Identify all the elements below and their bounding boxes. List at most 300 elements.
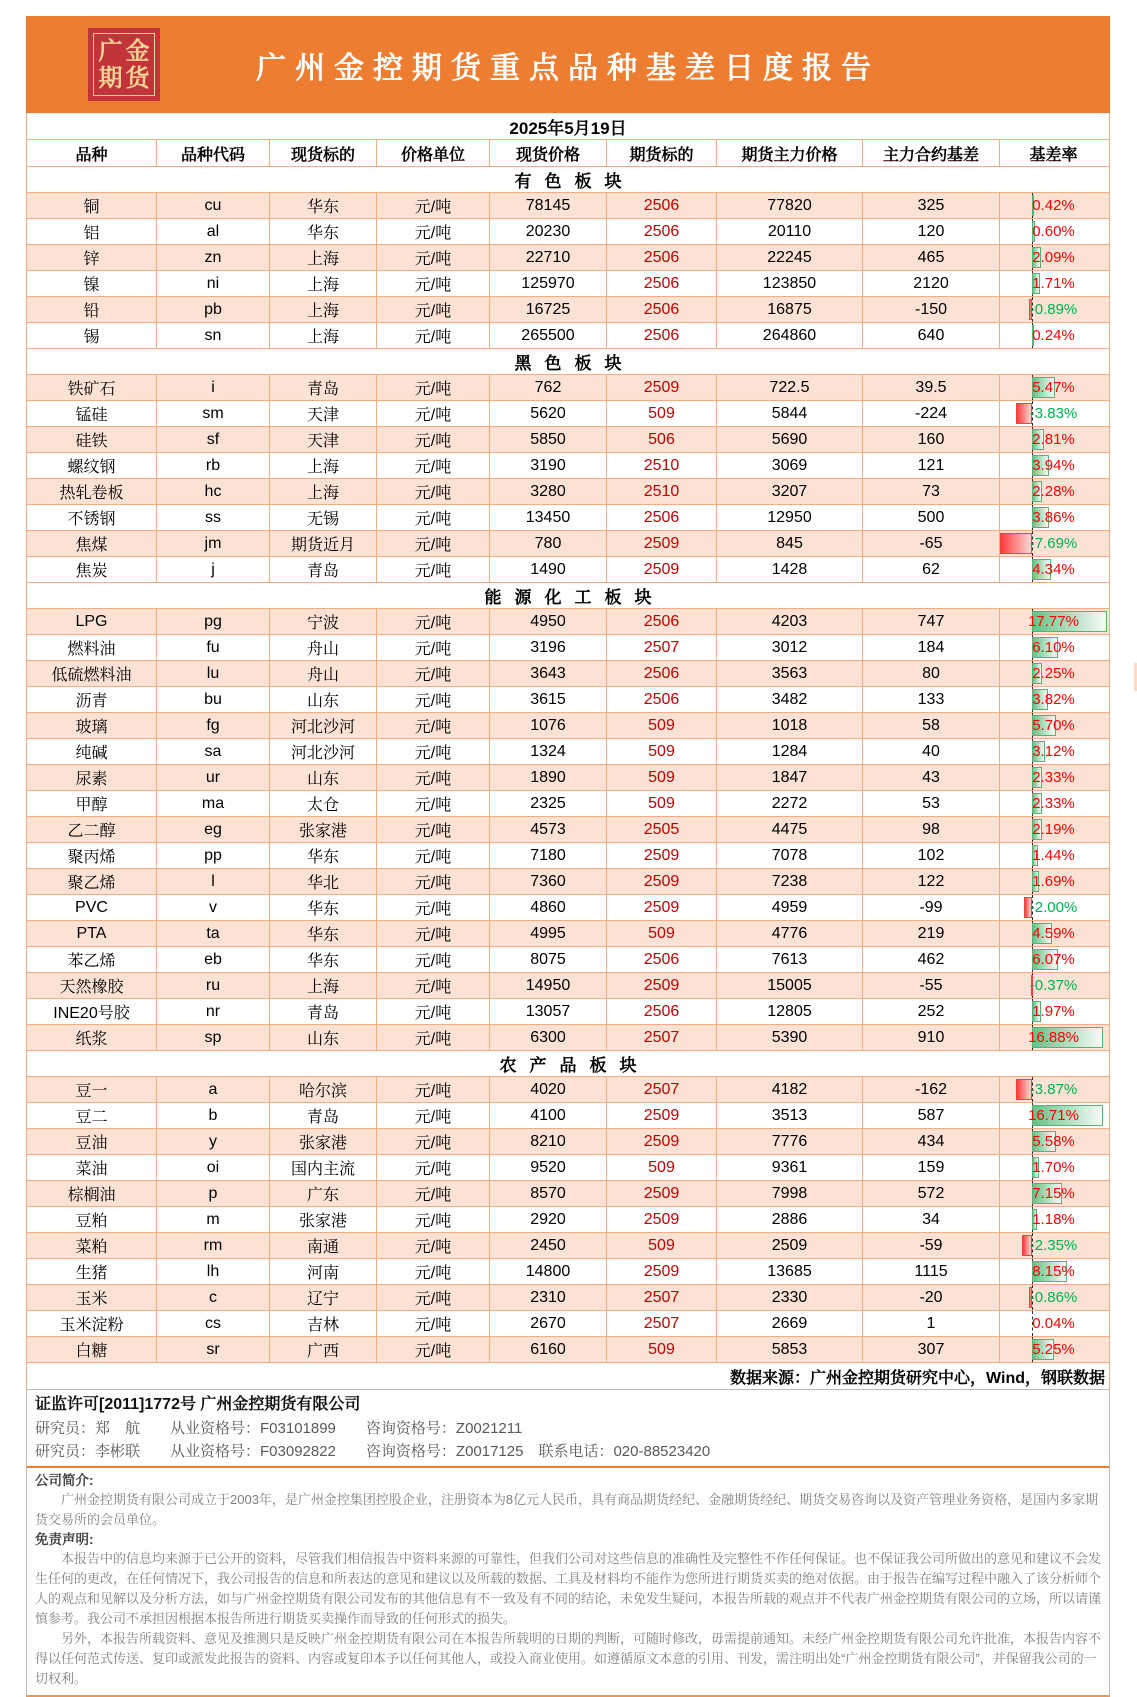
cell-variety-code: ss — [157, 505, 270, 530]
cell-variety-code: hc — [157, 479, 270, 504]
cell-variety-code: fu — [157, 635, 270, 660]
cell-futures-main-price: 5853 — [717, 1337, 863, 1362]
cell-spot-price: 2310 — [490, 1285, 607, 1310]
table-row — [27, 947, 1109, 973]
cell-variety-code: nr — [157, 999, 270, 1024]
cell-spot-price: 4100 — [490, 1103, 607, 1128]
cell-variety-code: ta — [157, 921, 270, 946]
report-date: 2025年5月19日 — [27, 113, 1109, 140]
cell-variety: 沥青 — [27, 687, 157, 712]
table-body — [27, 167, 1109, 1363]
basis-rate-value: 0.04% — [1032, 1315, 1075, 1332]
cell-variety: INE20号胶 — [27, 999, 157, 1024]
basis-rate-value: -0.86% — [1029, 1289, 1078, 1306]
cell-main-contract-basis: 500 — [863, 505, 1000, 530]
cell-futures-main-price: 7078 — [717, 843, 863, 868]
basis-rate-value: -3.87% — [1029, 1081, 1078, 1098]
cell-variety-code: ma — [157, 791, 270, 816]
cell-basis-rate — [1000, 1103, 1107, 1128]
cell-futures-main-price: 3513 — [717, 1103, 863, 1128]
basis-rate-value: 5.25% — [1032, 1341, 1075, 1358]
cell-spot-price: 4020 — [490, 1077, 607, 1102]
cell-basis-rate — [1000, 505, 1107, 530]
cell-futures-main-price: 5390 — [717, 1025, 863, 1050]
cell-variety: 棕榈油 — [27, 1181, 157, 1206]
cell-variety: 燃料油 — [27, 635, 157, 660]
cell-price-unit: 元/吨 — [377, 1207, 490, 1232]
cell-futures-target: 2510 — [607, 453, 717, 478]
cell-spot-price: 2920 — [490, 1207, 607, 1232]
cell-basis-rate — [1000, 973, 1107, 998]
cell-basis-rate — [1000, 375, 1107, 400]
table-row — [27, 609, 1109, 635]
cell-basis-rate — [1000, 557, 1107, 582]
cell-basis-rate — [1000, 661, 1107, 686]
cell-price-unit: 元/吨 — [377, 1311, 490, 1336]
data-source-note: 数据来源：广州金控期货研究中心，Wind，钢联数据 — [730, 1369, 1105, 1387]
cell-futures-target: 2506 — [607, 323, 717, 348]
cell-main-contract-basis: -150 — [863, 297, 1000, 322]
cell-spot-target: 哈尔滨 — [270, 1077, 377, 1102]
cell-variety: 玉米淀粉 — [27, 1311, 157, 1336]
cell-variety-code: ru — [157, 973, 270, 998]
cell-price-unit: 元/吨 — [377, 193, 490, 218]
cell-futures-main-price: 3207 — [717, 479, 863, 504]
cell-price-unit: 元/吨 — [377, 817, 490, 842]
cell-futures-target: 2509 — [607, 1259, 717, 1284]
cell-futures-main-price: 7238 — [717, 869, 863, 894]
researcher-line-1: 研究员：郑 航 从业资格号：F03101899 咨询资格号：Z0021211 — [35, 1420, 523, 1437]
basis-rate-value: 5.70% — [1032, 717, 1075, 734]
cell-futures-main-price: 2330 — [717, 1285, 863, 1310]
cell-futures-main-price: 5844 — [717, 401, 863, 426]
basis-table — [26, 113, 1110, 1389]
footer-separator — [27, 1466, 1109, 1468]
section-header-row: 能源化工板块 — [27, 583, 1109, 609]
cell-variety: 铝 — [27, 219, 157, 244]
basis-rate-value: 0.60% — [1032, 223, 1075, 240]
table-row — [27, 999, 1109, 1025]
cell-futures-target: 2506 — [607, 947, 717, 972]
disclaimer-title: 免责声明: — [35, 1532, 94, 1547]
cell-basis-rate — [1000, 869, 1107, 894]
cell-variety-code: sm — [157, 401, 270, 426]
cell-spot-price: 2325 — [490, 791, 607, 816]
cell-price-unit: 元/吨 — [377, 245, 490, 270]
cell-variety-code: lh — [157, 1259, 270, 1284]
cell-spot-price: 9520 — [490, 1155, 607, 1180]
cell-futures-main-price: 123850 — [717, 271, 863, 296]
basis-rate-value: 16.71% — [1028, 1107, 1079, 1124]
cell-variety-code: pp — [157, 843, 270, 868]
cell-futures-target: 2506 — [607, 193, 717, 218]
basis-rate-value: 2.33% — [1032, 769, 1075, 786]
column-header-spot-price: 现货价格 — [490, 140, 607, 166]
cell-basis-rate — [1000, 401, 1107, 426]
column-header-variety: 品种 — [27, 140, 157, 166]
cell-basis-rate — [1000, 427, 1107, 452]
table-row — [27, 1077, 1109, 1103]
cell-variety: 甲醇 — [27, 791, 157, 816]
cell-main-contract-basis: -224 — [863, 401, 1000, 426]
cell-futures-target: 2509 — [607, 1181, 717, 1206]
basis-rate-value: 2.09% — [1032, 249, 1075, 266]
cell-variety-code: oi — [157, 1155, 270, 1180]
cell-variety: 豆一 — [27, 1077, 157, 1102]
cell-variety: 菜油 — [27, 1155, 157, 1180]
license-line: 证监许可[2011]1772号 广州金控期货有限公司 — [35, 1396, 361, 1413]
basis-rate-value: 1.70% — [1032, 1159, 1075, 1176]
table-row — [27, 427, 1109, 453]
cell-variety: 铜 — [27, 193, 157, 218]
cell-main-contract-basis: 587 — [863, 1103, 1000, 1128]
cell-futures-main-price: 4475 — [717, 817, 863, 842]
cell-main-contract-basis: 910 — [863, 1025, 1000, 1050]
cell-futures-target: 509 — [607, 401, 717, 426]
cell-futures-target: 2506 — [607, 297, 717, 322]
cell-price-unit: 元/吨 — [377, 505, 490, 530]
cell-price-unit: 元/吨 — [377, 271, 490, 296]
cell-futures-main-price: 12950 — [717, 505, 863, 530]
cell-futures-main-price: 22245 — [717, 245, 863, 270]
cell-basis-rate — [1000, 635, 1107, 660]
cell-price-unit: 元/吨 — [377, 661, 490, 686]
cell-variety-code: lu — [157, 661, 270, 686]
cell-variety-code: v — [157, 895, 270, 920]
column-header-futures-target: 期货标的 — [607, 140, 717, 166]
cell-variety: 苯乙烯 — [27, 947, 157, 972]
cell-main-contract-basis: 120 — [863, 219, 1000, 244]
cell-variety: 镍 — [27, 271, 157, 296]
table-row — [27, 531, 1109, 557]
cell-spot-price: 780 — [490, 531, 607, 556]
cell-spot-target: 华东 — [270, 947, 377, 972]
basis-rate-value: 8.15% — [1032, 1263, 1075, 1280]
cell-futures-target: 509 — [607, 739, 717, 764]
cell-futures-target: 509 — [607, 791, 717, 816]
cell-futures-target: 2506 — [607, 271, 717, 296]
cell-futures-main-price: 13685 — [717, 1259, 863, 1284]
cell-futures-target: 2509 — [607, 1129, 717, 1154]
cell-spot-target: 宁波 — [270, 609, 377, 634]
cell-spot-price: 14950 — [490, 973, 607, 998]
cell-spot-target: 无锡 — [270, 505, 377, 530]
table-row — [27, 1337, 1109, 1363]
cell-futures-main-price: 1284 — [717, 739, 863, 764]
basis-rate-value: 1.44% — [1032, 847, 1075, 864]
cell-basis-rate — [1000, 1311, 1107, 1336]
cell-variety: 乙二醇 — [27, 817, 157, 842]
cell-spot-target: 青岛 — [270, 999, 377, 1024]
table-row — [27, 1155, 1109, 1181]
cell-spot-target: 华东 — [270, 219, 377, 244]
cell-main-contract-basis: -99 — [863, 895, 1000, 920]
table-row — [27, 1103, 1109, 1129]
cell-variety: 铁矿石 — [27, 375, 157, 400]
cell-futures-target: 509 — [607, 1155, 717, 1180]
cell-price-unit: 元/吨 — [377, 739, 490, 764]
cell-basis-rate — [1000, 1129, 1107, 1154]
cell-basis-rate — [1000, 713, 1107, 738]
cell-main-contract-basis: 122 — [863, 869, 1000, 894]
table-row — [27, 375, 1109, 401]
cell-futures-target: 2505 — [607, 817, 717, 842]
basis-rate-value: 2.33% — [1032, 795, 1075, 812]
cell-basis-rate — [1000, 453, 1107, 478]
cell-variety-code: sr — [157, 1337, 270, 1362]
report-banner — [26, 16, 1110, 113]
table-row — [27, 1181, 1109, 1207]
cell-futures-main-price: 15005 — [717, 973, 863, 998]
basis-rate-value: 5.58% — [1032, 1133, 1075, 1150]
cell-futures-main-price: 722.5 — [717, 375, 863, 400]
basis-rate-value: 17.77% — [1028, 613, 1079, 630]
section-header-row: 农产品板块 — [27, 1051, 1109, 1077]
cell-futures-main-price: 3482 — [717, 687, 863, 712]
cell-main-contract-basis: 1115 — [863, 1259, 1000, 1284]
cell-spot-target: 舟山 — [270, 661, 377, 686]
cell-price-unit: 元/吨 — [377, 1259, 490, 1284]
cell-basis-rate — [1000, 297, 1107, 322]
cell-spot-price: 265500 — [490, 323, 607, 348]
cell-price-unit: 元/吨 — [377, 947, 490, 972]
cell-spot-target: 上海 — [270, 973, 377, 998]
table-row — [27, 479, 1109, 505]
cell-spot-price: 4950 — [490, 609, 607, 634]
cell-spot-price: 5620 — [490, 401, 607, 426]
cell-price-unit: 元/吨 — [377, 999, 490, 1024]
cell-main-contract-basis: 434 — [863, 1129, 1000, 1154]
cell-futures-target: 2509 — [607, 531, 717, 556]
cell-spot-target: 华东 — [270, 921, 377, 946]
basis-rate-value: -0.37% — [1029, 977, 1078, 994]
basis-rate-value: 1.97% — [1032, 1003, 1075, 1020]
cell-variety-code: zn — [157, 245, 270, 270]
cell-price-unit: 元/吨 — [377, 401, 490, 426]
cell-variety: 豆油 — [27, 1129, 157, 1154]
cell-price-unit: 元/吨 — [377, 713, 490, 738]
table-row — [27, 661, 1109, 687]
cell-main-contract-basis: 307 — [863, 1337, 1000, 1362]
table-row — [27, 401, 1109, 427]
cell-basis-rate — [1000, 609, 1107, 634]
cell-basis-rate — [1000, 1259, 1107, 1284]
cell-main-contract-basis: 73 — [863, 479, 1000, 504]
table-row — [27, 193, 1109, 219]
report-page — [26, 16, 1110, 1697]
footer-box — [26, 1389, 1110, 1697]
cell-main-contract-basis: 34 — [863, 1207, 1000, 1232]
cell-price-unit: 元/吨 — [377, 427, 490, 452]
cell-variety-code: p — [157, 1181, 270, 1206]
cell-spot-price: 6300 — [490, 1025, 607, 1050]
cell-basis-rate — [1000, 999, 1107, 1024]
cell-variety: 螺纹钢 — [27, 453, 157, 478]
cell-main-contract-basis: 184 — [863, 635, 1000, 660]
cell-spot-price: 8570 — [490, 1181, 607, 1206]
basis-rate-value: 1.18% — [1032, 1211, 1075, 1228]
cell-spot-price: 14800 — [490, 1259, 607, 1284]
basis-rate-value: 5.47% — [1032, 379, 1075, 396]
logo-text-line2: 期货 — [98, 64, 153, 92]
cell-price-unit: 元/吨 — [377, 869, 490, 894]
cell-futures-main-price: 845 — [717, 531, 863, 556]
cell-basis-rate — [1000, 817, 1107, 842]
cell-main-contract-basis: 325 — [863, 193, 1000, 218]
cell-variety: 玉米 — [27, 1285, 157, 1310]
basis-rate-value: -7.69% — [1029, 535, 1078, 552]
cell-price-unit: 元/吨 — [377, 765, 490, 790]
cell-futures-main-price: 4776 — [717, 921, 863, 946]
cell-futures-target: 2509 — [607, 973, 717, 998]
column-header-variety-code: 品种代码 — [157, 140, 270, 166]
basis-rate-value: 1.71% — [1032, 275, 1075, 292]
cell-basis-rate — [1000, 1207, 1107, 1232]
cell-futures-target: 2506 — [607, 661, 717, 686]
column-header-basis-rate: 基差率 — [1029, 146, 1078, 164]
cell-spot-price: 2450 — [490, 1233, 607, 1258]
cell-main-contract-basis: -20 — [863, 1285, 1000, 1310]
cell-price-unit: 元/吨 — [377, 843, 490, 868]
cell-futures-target: 2507 — [607, 1025, 717, 1050]
cell-basis-rate — [1000, 1181, 1107, 1206]
cell-futures-main-price: 77820 — [717, 193, 863, 218]
basis-rate-value: 7.15% — [1032, 1185, 1075, 1202]
table-row — [27, 869, 1109, 895]
cell-variety-code: rm — [157, 1233, 270, 1258]
disclaimer-paragraph-1: 本报告中的信息均来源于已公开的资料，尽管我们相信报告中资料来源的可靠性，但我们公司对这些信息的准确性及完整性不作任何保证。也不保证我公司所做出的意见和建议不会发生任何的更改，在任何情况下，我公司报告的信息和所表达的意见和建议以及所载的数据、工具及材料均不能作为您所进行期货买卖的绝对依据。由于报告在编写过程中融入了该分析师个人的观点和见解以及分析方法，如与广州金控期货有限公司发布的其他信息有不一致及有不同的结论，未免发生疑问，本报告所载的观点并不代表广州金控期货有限公司的立场，所以请谨慎参考。我公司不承担因根据本报告所进行期货买卖操作而导致的任何形式的损失。 — [35, 1551, 1102, 1626]
cell-spot-price: 6160 — [490, 1337, 607, 1362]
table-row — [27, 1129, 1109, 1155]
cell-variety-code: rb — [157, 453, 270, 478]
cell-variety: 白糖 — [27, 1337, 157, 1362]
table-row — [27, 1259, 1109, 1285]
cell-main-contract-basis: 43 — [863, 765, 1000, 790]
cell-basis-rate — [1000, 271, 1107, 296]
cell-basis-rate — [1000, 765, 1107, 790]
cell-variety: 锡 — [27, 323, 157, 348]
cell-variety-code: eg — [157, 817, 270, 842]
cell-variety: 锌 — [27, 245, 157, 270]
cell-futures-target: 506 — [607, 427, 717, 452]
researcher-line-2: 研究员：李彬联 从业资格号：F03092822 咨询资格号：Z0017125 联系电话：020-88523420 — [35, 1443, 711, 1460]
cell-variety: 生猪 — [27, 1259, 157, 1284]
basis-rate-value: 16.88% — [1028, 1029, 1079, 1046]
cell-spot-target: 上海 — [270, 271, 377, 296]
basis-rate-value: -0.89% — [1029, 301, 1078, 318]
cell-futures-target: 509 — [607, 921, 717, 946]
basis-rate-value: 3.12% — [1032, 743, 1075, 760]
cell-futures-target: 2506 — [607, 505, 717, 530]
table-row — [27, 765, 1109, 791]
cell-main-contract-basis: 40 — [863, 739, 1000, 764]
disclaimer-paragraph-2: 另外，本报告所载资料、意见及推测只是反映广州金控期货有限公司在本报告所载明的日期的判断，可随时修改，毋需提前通知。未经广州金控期货有限公司允许批准，本报告内容不得以任何范式传送、复印或派发此报告的资料、内容或复印本予以任何其他人，或投入商业使用。如遵循原文本意的引用、刊发，需注明出处“广州金控期货有限公司”，并保留我公司的一切权利。 — [35, 1631, 1102, 1686]
cell-variety: 不锈钢 — [27, 505, 157, 530]
cell-spot-target: 国内主流 — [270, 1155, 377, 1180]
table-row — [27, 1285, 1109, 1311]
cell-variety-code: sn — [157, 323, 270, 348]
cell-spot-target: 上海 — [270, 479, 377, 504]
cell-variety-code: sp — [157, 1025, 270, 1050]
cell-variety: 聚乙烯 — [27, 869, 157, 894]
cell-basis-rate — [1000, 1025, 1107, 1050]
cell-price-unit: 元/吨 — [377, 921, 490, 946]
column-header-price-unit: 价格单位 — [377, 140, 490, 166]
cell-variety-code: b — [157, 1103, 270, 1128]
basis-rate-value: 0.24% — [1032, 327, 1075, 344]
cell-spot-target: 吉林 — [270, 1311, 377, 1336]
cell-variety: PTA — [27, 921, 157, 946]
cell-basis-rate — [1000, 1077, 1107, 1102]
cell-variety: 玻璃 — [27, 713, 157, 738]
cell-futures-main-price: 1428 — [717, 557, 863, 582]
cell-price-unit: 元/吨 — [377, 1337, 490, 1362]
cell-variety: 低硫燃料油 — [27, 661, 157, 686]
cell-basis-rate — [1000, 193, 1107, 218]
cell-spot-price: 7360 — [490, 869, 607, 894]
cell-futures-target: 2509 — [607, 843, 717, 868]
cell-basis-rate — [1000, 219, 1107, 244]
cell-futures-main-price: 7998 — [717, 1181, 863, 1206]
cell-spot-price: 1324 — [490, 739, 607, 764]
cell-spot-target: 河南 — [270, 1259, 377, 1284]
cell-variety: LPG — [27, 609, 157, 634]
cell-price-unit: 元/吨 — [377, 323, 490, 348]
cell-main-contract-basis: 102 — [863, 843, 1000, 868]
cell-variety: 天然橡胶 — [27, 973, 157, 998]
cell-spot-price: 7180 — [490, 843, 607, 868]
cell-main-contract-basis: -59 — [863, 1233, 1000, 1258]
cell-variety-code: eb — [157, 947, 270, 972]
cell-futures-main-price: 1018 — [717, 713, 863, 738]
cell-spot-target: 张家港 — [270, 1207, 377, 1232]
table-row — [27, 635, 1109, 661]
cell-futures-target: 2509 — [607, 869, 717, 894]
cell-basis-rate — [1000, 687, 1107, 712]
basis-rate-value: 3.82% — [1032, 691, 1075, 708]
basis-rate-value: 4.34% — [1032, 561, 1075, 578]
cell-variety: 锰硅 — [27, 401, 157, 426]
cell-futures-main-price: 4959 — [717, 895, 863, 920]
cell-price-unit: 元/吨 — [377, 375, 490, 400]
section-header-row: 有色板块 — [27, 167, 1109, 193]
cell-futures-target: 2506 — [607, 687, 717, 712]
cell-futures-target: 2506 — [607, 609, 717, 634]
cell-spot-target: 上海 — [270, 297, 377, 322]
cell-variety: 尿素 — [27, 765, 157, 790]
table-row — [27, 505, 1109, 531]
cell-spot-price: 3280 — [490, 479, 607, 504]
table-row — [27, 687, 1109, 713]
cell-basis-rate — [1000, 791, 1107, 816]
cell-variety-code: jm — [157, 531, 270, 556]
cell-futures-target: 2509 — [607, 557, 717, 582]
table-row — [27, 245, 1109, 271]
table-row — [27, 973, 1109, 999]
cell-futures-target: 509 — [607, 713, 717, 738]
cell-futures-target: 2506 — [607, 245, 717, 270]
cell-spot-price: 4995 — [490, 921, 607, 946]
cell-variety-code: j — [157, 557, 270, 582]
cell-main-contract-basis: 252 — [863, 999, 1000, 1024]
cell-futures-main-price: 2669 — [717, 1311, 863, 1336]
cell-variety-code: c — [157, 1285, 270, 1310]
cell-basis-rate — [1000, 843, 1107, 868]
table-row — [27, 739, 1109, 765]
cell-spot-target: 天津 — [270, 427, 377, 452]
table-row — [27, 1233, 1109, 1259]
cell-spot-target: 南通 — [270, 1233, 377, 1258]
